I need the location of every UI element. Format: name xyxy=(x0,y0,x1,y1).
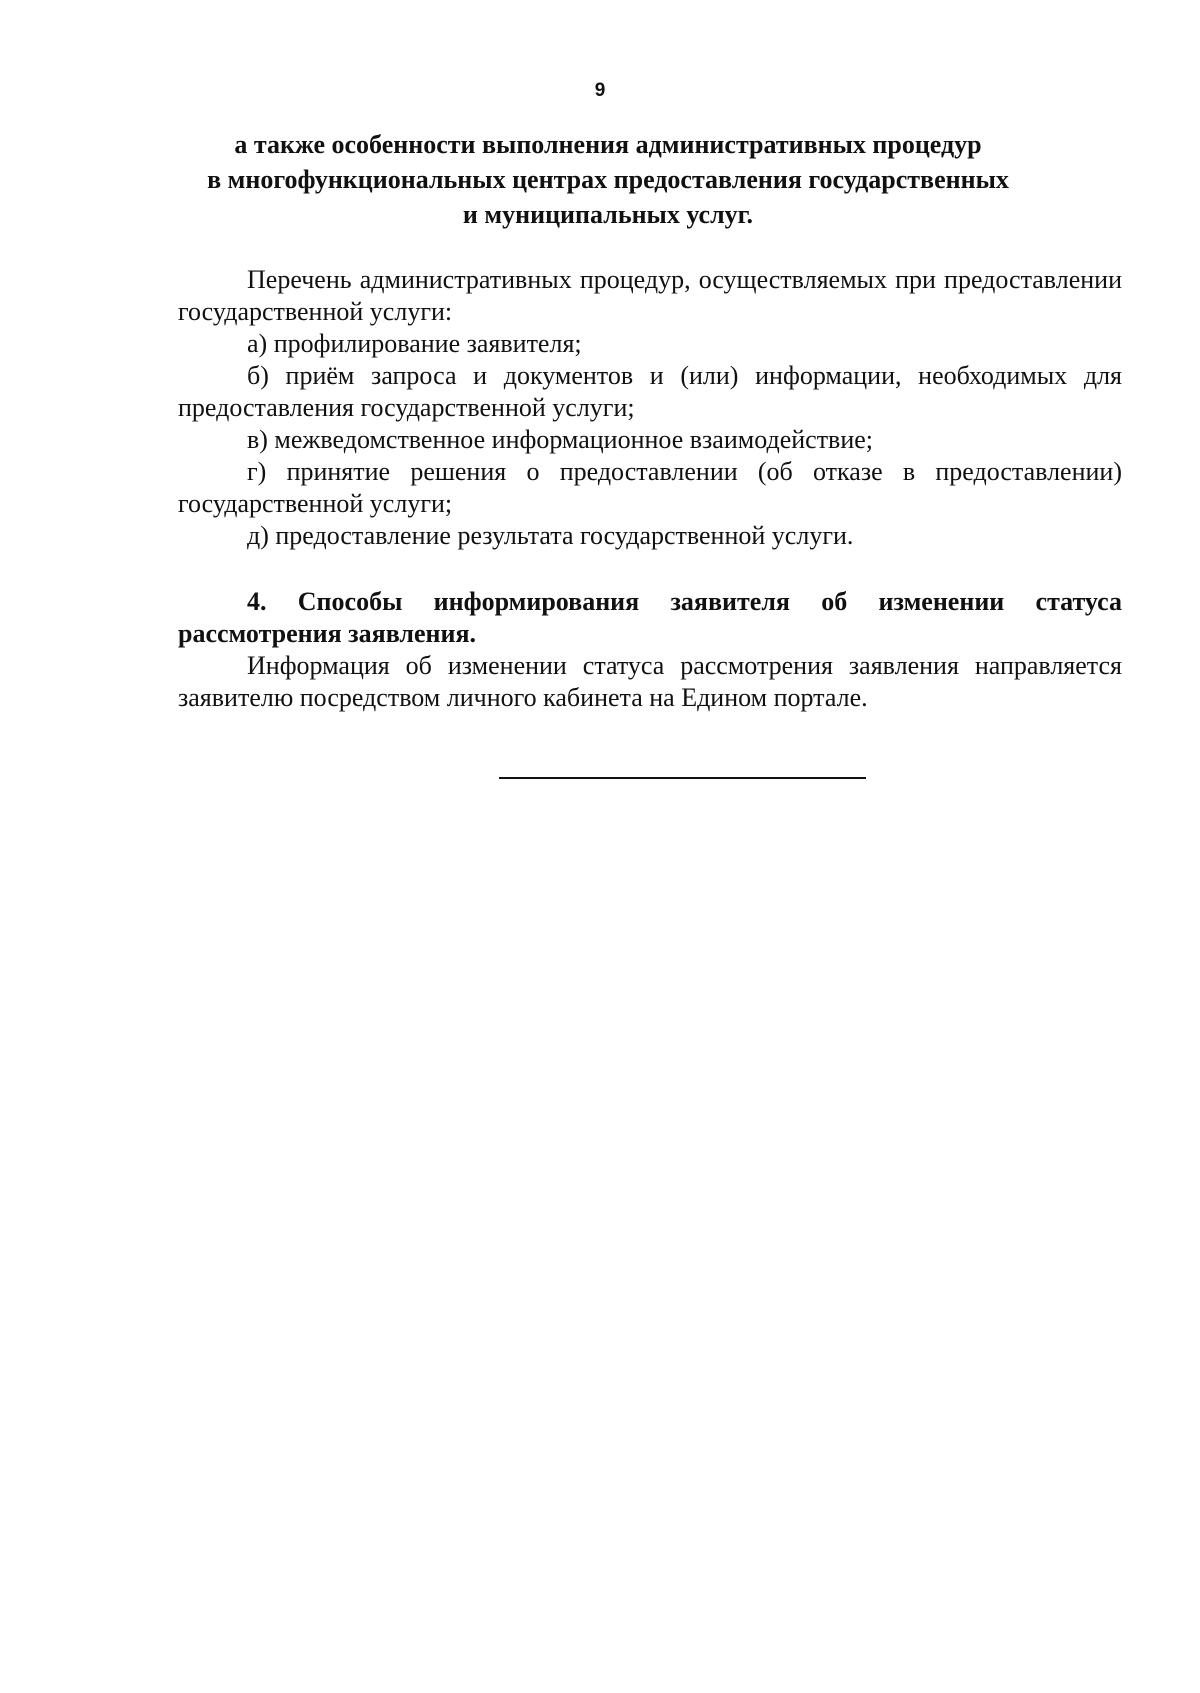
section-4-block xyxy=(178,586,1122,714)
procedure-item-d: д) предоставление результата государственной услуги. xyxy=(247,521,854,550)
heading-line-3: и муниципальных услуг. xyxy=(462,200,754,229)
procedure-item-v: в) межведомственное информационное взаимодействие; xyxy=(247,425,874,454)
section-heading xyxy=(160,127,1056,232)
page-number: 9 xyxy=(594,80,606,101)
procedure-item-b: б) приём запроса и документов и (или) информации, необходимых для предоставления государственной услуги; xyxy=(178,361,1122,422)
procedures-intro: Перечень административных процедур, осуществляемых при предоставлении государственной услуги: xyxy=(178,265,1122,326)
heading-line-1: а также особенности выполнения административных процедур xyxy=(234,130,982,159)
procedure-item-a: а) профилирование заявителя; xyxy=(247,329,582,358)
end-rule xyxy=(499,777,866,779)
procedure-item-g: г) принятие решения о предоставлении (об отказе в предоставлении) государственной услуги; xyxy=(178,457,1122,518)
section-4-title: 4. Способы информирования заявителя об изменении статуса рассмотрения заявления. xyxy=(178,587,1122,648)
section-4-text: Информация об изменении статуса рассмотрения заявления направляется заявителю посредством личного кабинета на Едином портале. xyxy=(178,651,1122,712)
heading-line-2: в многофункциональных центрах предоставления государственных xyxy=(207,165,1009,194)
procedures-block xyxy=(178,264,1122,552)
